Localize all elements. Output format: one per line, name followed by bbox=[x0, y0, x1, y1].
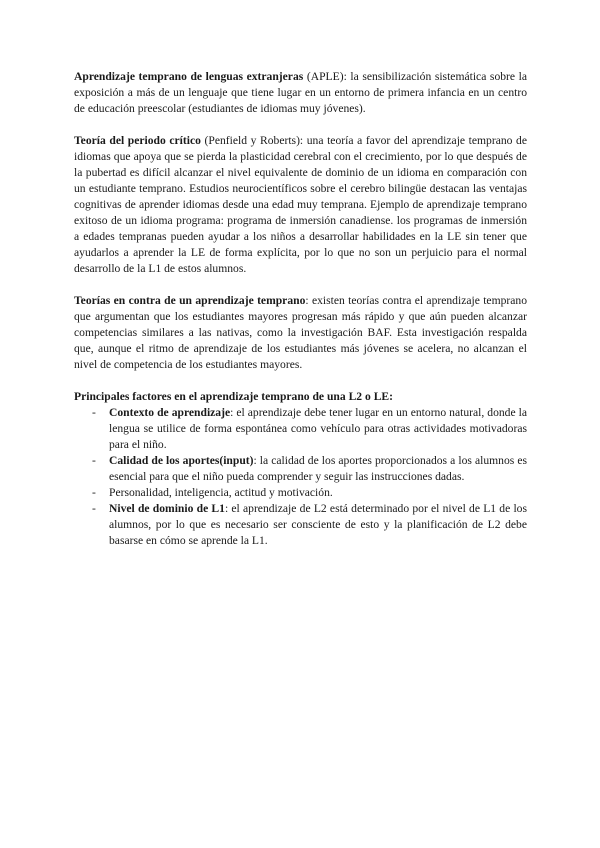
text-learning-context: : el aprendizaje debe tener lugar en un entorno natural, donde la lengua se utilice de forma espontánea como vehículo para otras actividades motivadoras para el niño. bbox=[109, 406, 527, 451]
term-learning-context: Contexto de aprendizaje bbox=[109, 406, 231, 419]
term-l1-level: Nivel de dominio de L1 bbox=[109, 502, 225, 515]
term-input-quality: Calidad de los aportes(input) bbox=[109, 454, 254, 467]
document-page bbox=[74, 69, 527, 549]
bullet-dash: - bbox=[92, 406, 96, 419]
text-critical-period: (Penfield y Roberts): una teoría a favor del aprendizaje temprano de idiomas que apoya que se pierda la plasticidad cerebral con el crecimiento, por lo que después de la pubertad es difícil alcanzar el nivel equivalente de dominio de un idioma en comparación con un estudiante temprano. Estudios neurocientíficos sobre el cerebro bilingüe destacan las ventajas cognitivas de aprender idiomas desde una edad muy temprana. Ejemplo de aprendizaje temprano exitoso de un idioma programa: programa de inmersión canadiense. los programas de inmersión a edades tempranas pueden ayudar a los niños a desarrollar habilidades en la LE sin tener que ayudarlos a aprender la LE de forma explícita, por lo que no son un perjuicio para el normal desarrollo de la L1 de estos alumnos. bbox=[74, 134, 527, 275]
bullet-dash: - bbox=[92, 454, 96, 467]
term-critical-period: Teoría del periodo crítico bbox=[74, 134, 201, 147]
text-input-quality: : la calidad de los aportes proporcionados a los alumnos es esencial para que el niño pueda comprender y seguir las instrucciones dadas. bbox=[109, 454, 527, 483]
term-against-early-learning: Teorías en contra de un aprendizaje temprano bbox=[74, 294, 306, 307]
bullet-dash: - bbox=[92, 502, 96, 515]
text-against-early-learning: : existen teorías contra el aprendizaje temprano que argumentan que los estudiantes mayores progresan más rápido y que aún pueden alcanzar competencias similares a las nativas, como la investigación BAF. Esta investigación respalda que, aunque el ritmo de aprendizaje de los estudiantes más jóvenes se acelera, no alcanzan el nivel de competencia de los estudiantes mayores. bbox=[74, 294, 527, 371]
factors-heading: Principales factores en el aprendizaje temprano de una L2 o LE: bbox=[74, 390, 394, 403]
list-item-input-quality bbox=[74, 453, 527, 485]
bullet-dash: - bbox=[92, 486, 96, 499]
text-aple: (APLE): la sensibilización sistemática sobre la exposición a más de un lenguaje que tiene lugar en un entorno de primera infancia en un centro de educación preescolar (estudiantes de idiomas muy jóvenes). bbox=[74, 70, 528, 115]
paragraph-critical-period bbox=[74, 133, 527, 277]
list-item-personality bbox=[74, 485, 527, 501]
text-personality: Personalidad, inteligencia, actitud y motivación. bbox=[109, 486, 333, 499]
list-item-learning-context bbox=[74, 405, 527, 453]
text-l1-level: : el aprendizaje de L2 está determinado por el nivel de L1 de los alumnos, por lo que es necesario ser consciente de esto y la planificación de L2 debe basarse en cómo se aprende la L1. bbox=[109, 502, 527, 547]
paragraph-aple bbox=[74, 69, 527, 117]
factors-list bbox=[74, 405, 527, 549]
paragraph-against-early-learning bbox=[74, 293, 527, 373]
term-aple: Aprendizaje temprano de lenguas extranjeras bbox=[74, 70, 304, 83]
list-item-l1-level bbox=[74, 501, 527, 549]
